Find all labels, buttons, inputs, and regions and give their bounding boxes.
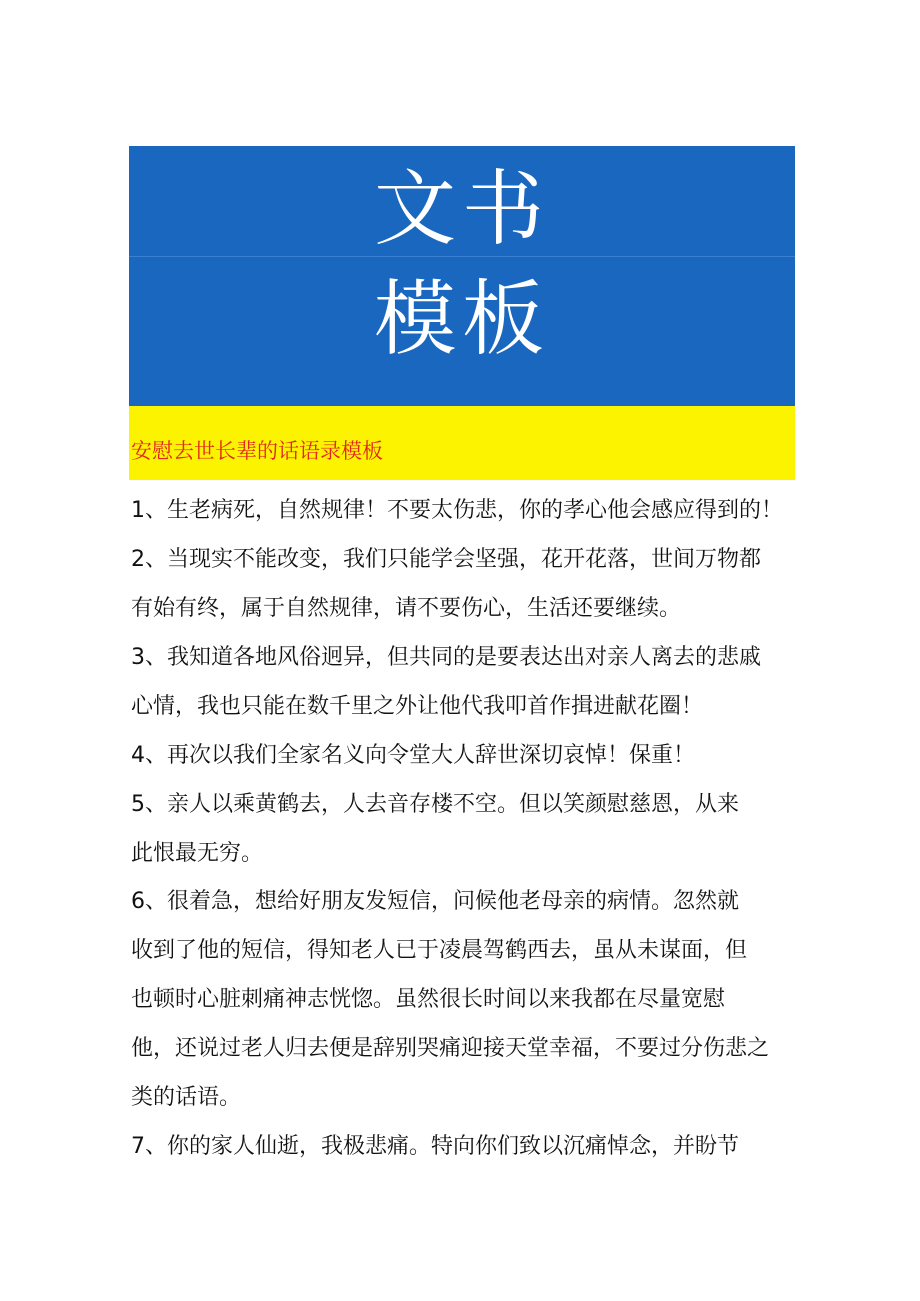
body-line: 5、亲人以乘黄鹤去，人去音存楼不空。但以笑颜慰慈恩，从来 [131,792,739,817]
body-line: 他，还说过老人归去便是辞别哭痛迎接天堂幸福，不要过分伤悲之 [131,1036,770,1061]
banner-title-line2: 模板 [373,272,550,367]
body-line: 3、我知道各地风俗迥异，但共同的是要表达出对亲人离去的悲戚 [131,645,761,670]
banner-title-line1: 文书 [373,162,550,257]
body-line: 2、当现实不能改变，我们只能学会坚强，花开花落，世间万物都 [131,547,761,572]
body-line: 收到了他的短信，得知老人已于凌晨驾鹤西去，虽从未谋面，但 [131,938,748,963]
body-line: 也顿时心脏刺痛神志恍惚。虽然很长时间以来我都在尽量宽慰 [131,987,726,1012]
document-subtitle: 安慰去世长辈的话语录模板 [131,439,383,463]
body-line: 心情，我也只能在数千里之外让他代我叩首作揖进献花圈！ [131,694,704,719]
body-line: 7、你的家人仙逝，我极悲痛。特向你们致以沉痛悼念，并盼节 [131,1134,739,1159]
body-line: 此恨最无穷。 [131,841,264,866]
body-line: 有始有终，属于自然规律，请不要伤心，生活还要继续。 [131,596,682,621]
body-line: 6、很着急，想给好朋友发短信，问候他老母亲的病情。忽然就 [131,889,739,914]
body-line: 类的话语。 [131,1085,242,1110]
body-line: 4、再次以我们全家名义向令堂大人辞世深切哀悼！保重！ [131,743,695,768]
body-line: 1、生老病死，自然规律！不要太伤悲，你的孝心他会感应得到的！ [131,498,783,523]
